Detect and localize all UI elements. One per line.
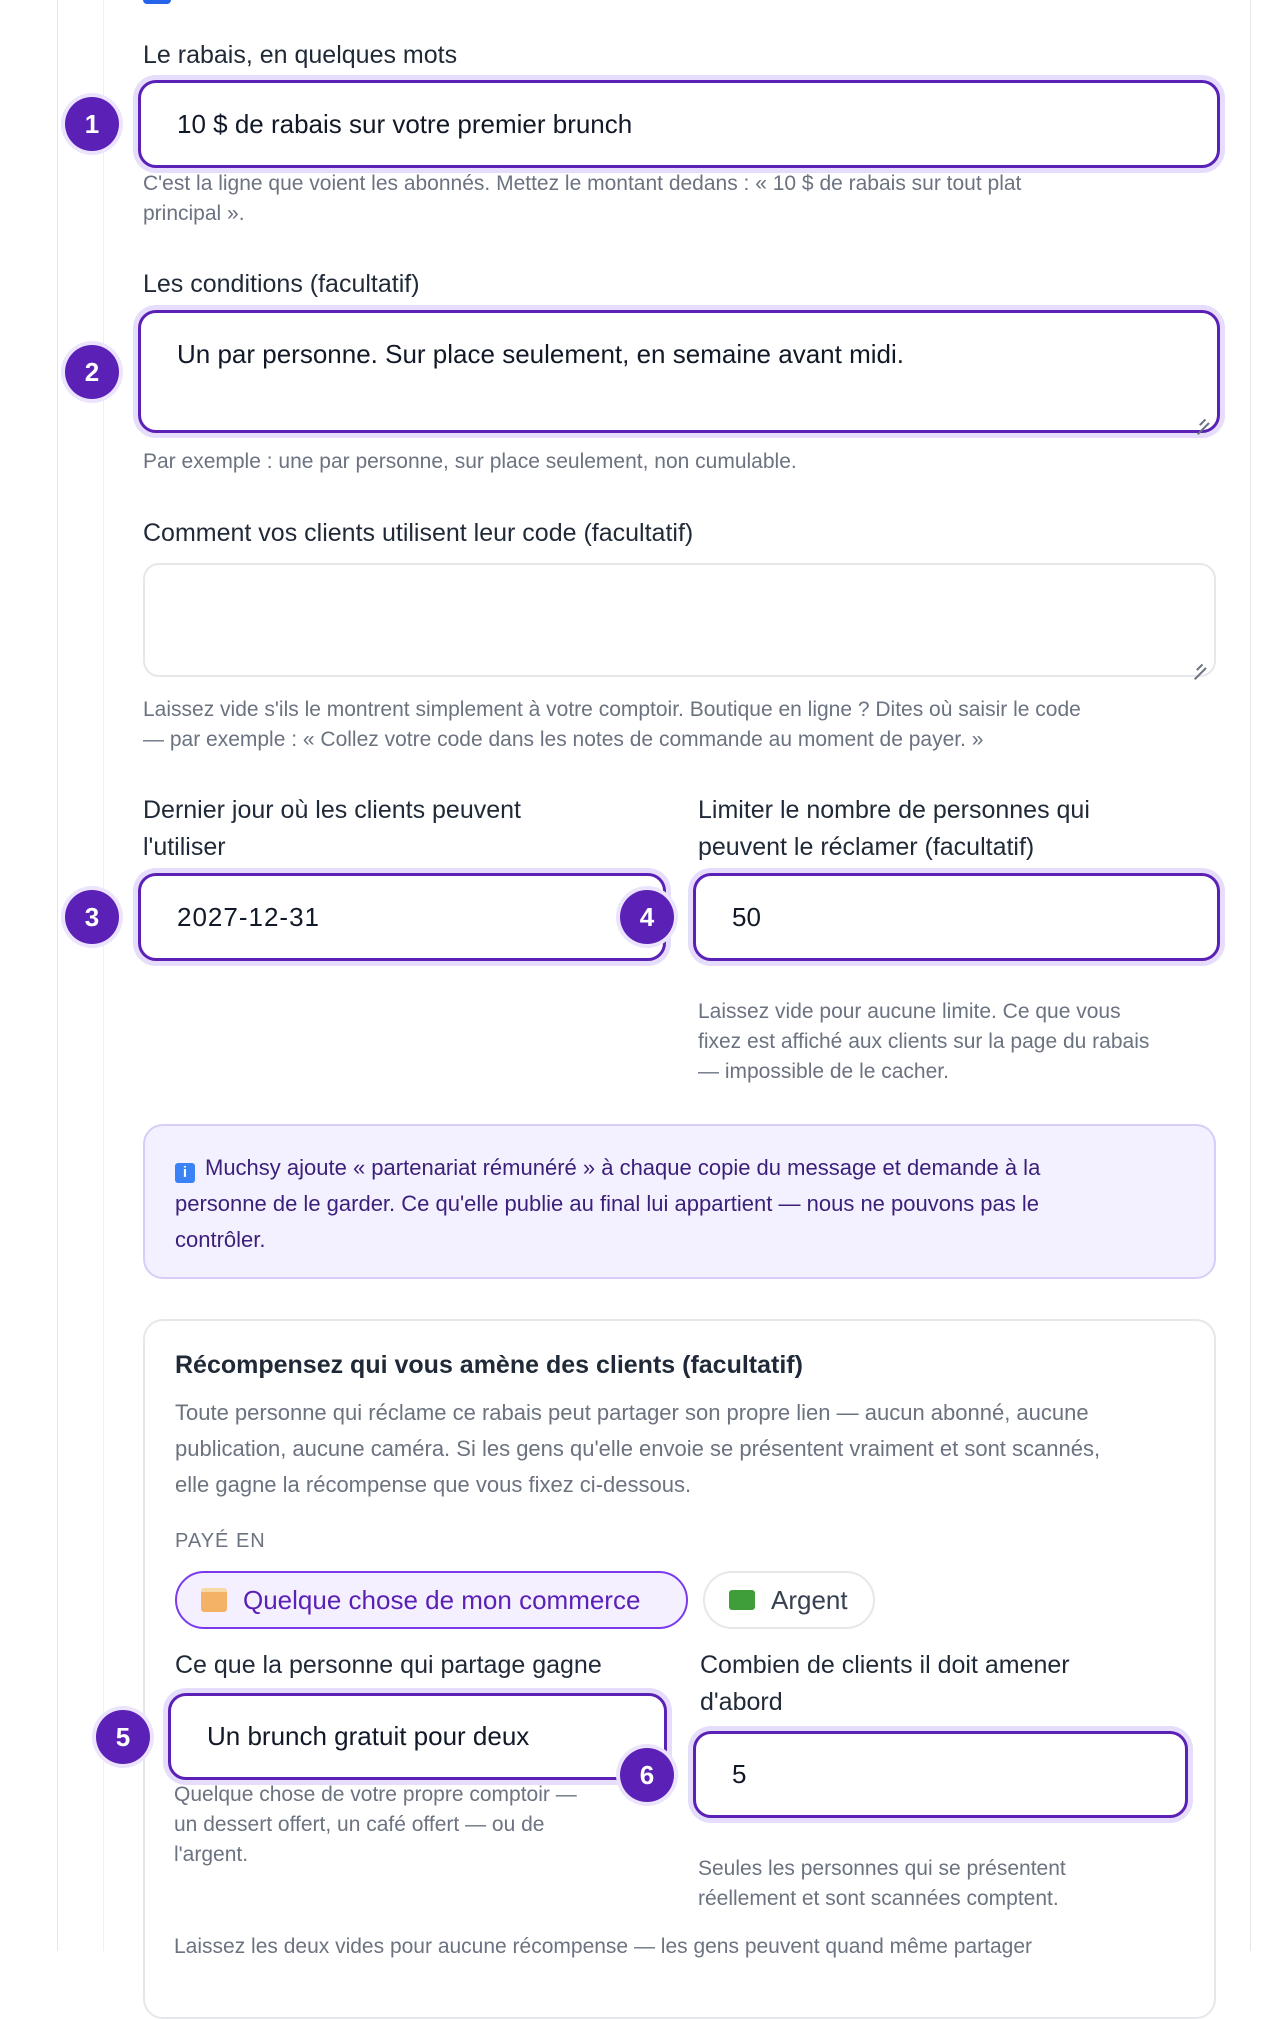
page-frame-inner <box>103 0 104 1951</box>
redeem-textarea[interactable] <box>143 563 1216 677</box>
reward-value: Un brunch gratuit pour deux <box>207 1721 530 1751</box>
last-day-label: Dernier jour où les clients peuvent l'utiliser <box>143 796 521 861</box>
step-badge-3: 3 <box>65 890 119 944</box>
reward-label: Ce que la personne qui partage gagne <box>175 1651 602 1679</box>
option-money-chip[interactable]: Argent <box>703 1571 875 1629</box>
conditions-value: Un par personne. Sur place seulement, en semaine avant midi. <box>177 339 904 369</box>
resize-handle-icon[interactable] <box>1195 410 1209 424</box>
reward-hint: Quelque chose de votre propre comptoir — un dessert offert, un café offert — ou de l'argent. <box>174 1783 577 1866</box>
discount-label: Le rabais, en quelques mots <box>143 41 458 69</box>
limit-hint: Laissez vide pour aucune limite. Ce que vous fixez est affiché aux clients sur la page du rabais — impossible de le cacher. <box>698 1000 1150 1083</box>
checkbox[interactable] <box>143 0 171 4</box>
discount-hint: C'est la ligne que voient les abonnés. Mettez le montant dedans : « 10 $ de rabais sur tout plat principal ». <box>143 172 1022 225</box>
conditions-hint: Par exemple : une par personne, sur place seulement, non cumulable. <box>143 450 797 473</box>
last-day-date-input[interactable] <box>138 873 666 961</box>
discount-input[interactable] <box>138 80 1220 168</box>
step-badge-5: 5 <box>96 1710 150 1764</box>
referral-description: Toute personne qui réclame ce rabais peut partager son propre lien — aucun abonné, aucune publication, aucune caméra. Si les gens qu'elle envoie se présentent vraiment et sont scannés, elle gagne la récompense que vous fixez ci-dessous. <box>175 1400 1101 1497</box>
limit-input[interactable] <box>693 873 1220 961</box>
limit-value: 50 <box>732 901 761 932</box>
option-business-chip[interactable]: Quelque chose de mon commerce <box>175 1571 688 1629</box>
limit-label: Limiter le nombre de personnes qui peuvent le réclamer (facultatif) <box>698 796 1090 861</box>
step-badge-6: 6 <box>620 1748 674 1802</box>
reward-input[interactable] <box>168 1693 667 1780</box>
page-frame-right <box>1250 0 1251 1951</box>
step-badge-1: 1 <box>65 97 119 151</box>
referral-count-input[interactable] <box>693 1731 1188 1818</box>
referral-reward-card <box>143 1319 1216 2019</box>
referral-count-value: 5 <box>732 1759 747 1789</box>
discount-value: 10 $ de rabais sur votre premier brunch <box>177 108 633 139</box>
referral-title: Récompensez qui vous amène des clients (facultatif) <box>175 1351 803 1379</box>
page-frame-left <box>57 0 58 1951</box>
paid-partnership-notice: i Muchsy ajoute « partenariat rémunéré » à chaque copie du message et demande à la personne de le garder. Ce qu'elle publie au final lui appartient — nous ne pouvons pas le contrôler. <box>143 1124 1216 1279</box>
cake-icon <box>201 1588 227 1612</box>
paid-in-label: PAYÉ EN <box>175 1530 266 1552</box>
conditions-textarea[interactable] <box>138 310 1220 433</box>
count-label: Combien de clients il doit amener d'abord <box>700 1651 1070 1716</box>
resize-handle-icon[interactable] <box>1192 655 1206 669</box>
info-icon: i <box>175 1163 195 1183</box>
bottom-hint: Laissez les deux vides pour aucune récompense — les gens peuvent quand même partager <box>174 1935 1033 1958</box>
redeem-hint: Laissez vide s'ils le montrent simplement à votre comptoir. Boutique en ligne ? Dites où saisir le code — par exemple : « Collez votre code dans les notes de commande au moment de payer. » <box>143 698 1081 751</box>
redeem-label: Comment vos clients utilisent leur code (facultatif) <box>143 519 694 547</box>
step-badge-4: 4 <box>620 890 674 944</box>
count-hint: Seules les personnes qui se présentent réellement et sont scannées comptent. <box>698 1857 1066 1910</box>
last-day-value: 2027-12-31 <box>177 901 320 932</box>
money-icon <box>729 1590 755 1610</box>
conditions-label: Les conditions (facultatif) <box>143 270 420 298</box>
step-badge-2: 2 <box>65 345 119 399</box>
